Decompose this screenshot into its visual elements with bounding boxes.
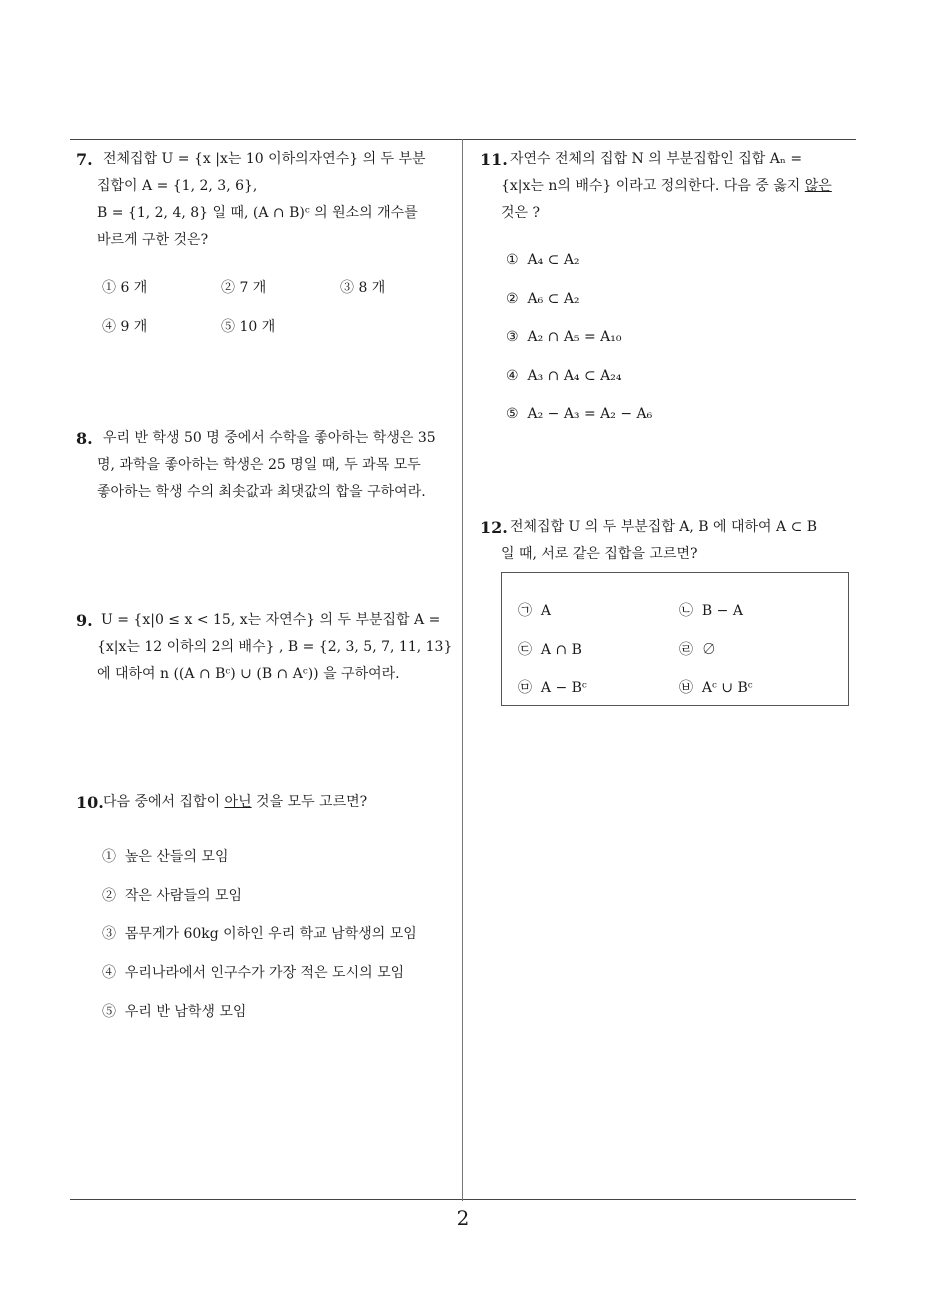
choice-c[interactable]: ㉢ A ∩ B (518, 642, 582, 658)
question-number: 7. (76, 150, 93, 169)
question-line: {x|x는 n의 배수} 이라고 정의한다. 다음 중 옳지 않은 (501, 178, 832, 194)
question-number: 10. (76, 793, 104, 812)
question-number: 12. (480, 518, 508, 537)
option-4[interactable]: ④ A₃ ∩ A₄ ⊂ A₂₄ (506, 368, 622, 384)
question-number: 9. (76, 611, 93, 630)
choice-a[interactable]: ㉠ A (518, 603, 552, 619)
option-3[interactable]: ③ 8 개 (340, 280, 386, 296)
question-line: 자연수 전체의 집합 N 의 부분집합인 집합 Aₙ = (510, 151, 803, 167)
question-line: 우리 반 학생 50 명 중에서 수학을 좋아하는 학생은 35 (103, 430, 436, 446)
question-line: U = {x|0 ≤ x < 15, x는 자연수} 의 두 부분집합 A = (101, 612, 441, 628)
option-3[interactable]: ③ 몸무게가 60kg 이하인 우리 학교 남학생의 모임 (102, 926, 417, 942)
option-1[interactable]: ① A₄ ⊂ A₂ (506, 252, 580, 268)
underlined-word: 아닌 (224, 794, 252, 810)
option-1[interactable]: ① 높은 산들의 모임 (102, 849, 229, 865)
choice-b[interactable]: ㉡ B − A (679, 603, 743, 619)
option-3[interactable]: ③ A₂ ∩ A₅ = A₁₀ (506, 329, 622, 345)
column-divider (462, 139, 463, 1201)
page-number: 2 (456, 1206, 470, 1230)
question-11 (480, 146, 860, 227)
question-10 (76, 789, 458, 816)
question-line: {x|x는 12 이하의 2의 배수} , B = {2, 3, 5, 7, 11, 13} (97, 639, 453, 655)
question-number: 11. (480, 150, 508, 169)
question-8 (76, 425, 458, 506)
option-5[interactable]: ⑤ 우리 반 남학생 모임 (102, 1004, 247, 1020)
top-rule (70, 139, 856, 140)
question-line: 명, 과학을 좋아하는 학생은 25 명일 때, 두 과목 모두 (97, 457, 421, 473)
option-1[interactable]: ① 6 개 (102, 280, 148, 296)
question-line: 바르게 구한 것은? (97, 232, 209, 248)
option-4[interactable]: ④ 9 개 (102, 319, 148, 335)
question-line: 전체집합 U 의 두 부분집합 A, B 에 대하여 A ⊂ B (510, 519, 818, 535)
option-4[interactable]: ④ 우리나라에서 인구수가 가장 적은 도시의 모임 (102, 965, 405, 981)
option-2[interactable]: ② 작은 사람들의 모임 (102, 888, 242, 904)
question-line: 좋아하는 학생 수의 최솟값과 최댓값의 합을 구하여라. (97, 484, 426, 500)
choice-e[interactable]: ㉤ A − Bᶜ (518, 680, 587, 696)
question-line: 에 대하여 n ((A ∩ Bᶜ) ∪ (B ∩ Aᶜ)) 을 구하여라. (97, 666, 400, 682)
question-9 (76, 607, 458, 688)
question-line: 다음 중에서 집합이 아닌 것을 모두 고르면? (103, 794, 368, 810)
question-line: B = {1, 2, 4, 8} 일 때, (A ∩ B)ᶜ 의 원소의 개수를 (97, 205, 418, 221)
underlined-word: 않은 (804, 178, 832, 194)
question-12 (480, 514, 860, 568)
option-2[interactable]: ② 7 개 (221, 280, 267, 296)
question-line: 집합이 A = {1, 2, 3, 6}, (97, 178, 258, 194)
choice-d[interactable]: ㉣ ∅ (679, 642, 716, 658)
question-line: 전체집합 U = {x |x는 10 이하의자연수} 의 두 부분 (103, 151, 426, 167)
option-5[interactable]: ⑤ A₂ − A₃ = A₂ − A₆ (506, 406, 653, 422)
question-line: 것은 ? (501, 205, 541, 221)
question-7 (76, 146, 458, 254)
choices-box (501, 572, 849, 706)
choice-f[interactable]: ㉥ Aᶜ ∪ Bᶜ (679, 680, 753, 696)
bottom-rule (70, 1199, 856, 1200)
option-2[interactable]: ② A₆ ⊂ A₂ (506, 291, 580, 307)
option-5[interactable]: ⑤ 10 개 (221, 319, 276, 335)
question-number: 8. (76, 429, 93, 448)
question-line: 일 때, 서로 같은 집합을 고르면? (501, 546, 698, 562)
